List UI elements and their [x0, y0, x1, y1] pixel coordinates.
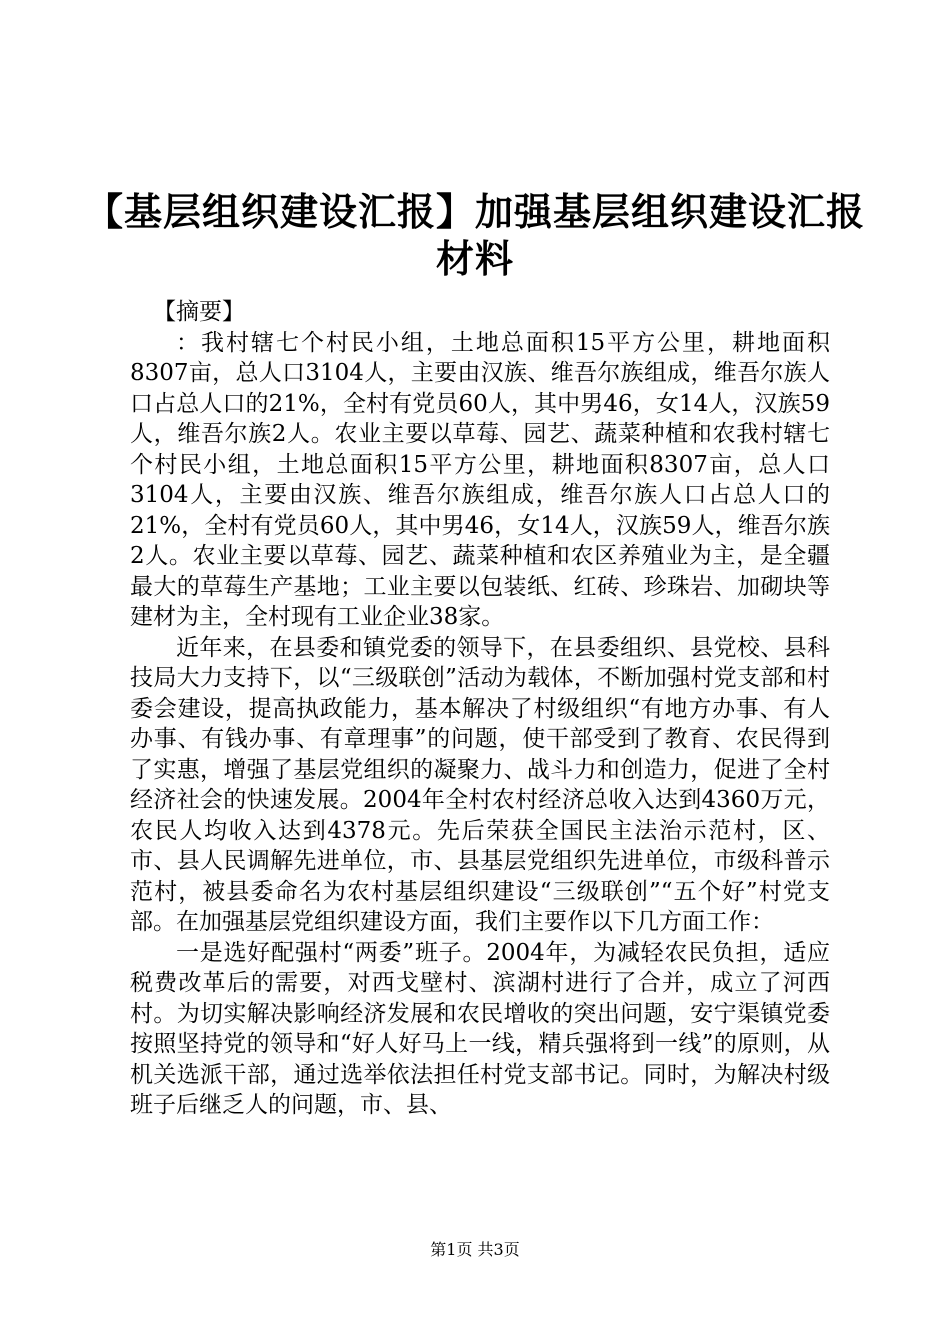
document-title-line-2: 材料 — [435, 237, 514, 281]
document-title-line-1: 【基层组织建设汇报】加强基层组织建设汇报 — [84, 190, 865, 234]
paragraph-3: 一是选好配强村“两委”班子。2004年，为减轻农民负担，适应税费改革后的需要，对西戈壁村、滨湖村进行了合并，成立了河西村。为切实解决影响经济发展和农民增收的突出问题，安宁渠镇党委按照坚持党的领导和“好人好马上一线，精兵强将到一线”的原则，从机关选派干部，通过选举依法担任村党支部书记。同时，为解决村级班子后继乏人的问题，市、县、 — [130, 939, 830, 1118]
page-footer: 第1页 共3页 — [430, 1240, 520, 1259]
abstract-label: 【摘要】 — [153, 299, 245, 325]
paragraph-2: 近年来，在县委和镇党委的领导下，在县委组织、县党校、县科技局大力支持下，以“三级联创”活动为载体，不断加强村党支部和村委会建设，提高执政能力，基本解决了村级组织“有地方办事、有人办事、有钱办事、有章理事”的问题，使干部受到了教育、农民得到了实惠，增强了基层党组织的凝聚力、战斗力和创造力，促进了全村经济社会的快速发展。2004年全村农村经济总收入达到4360万元，农民人均收入达到4378元。先后荣获全国民主法治示范村，区、市、县人民调解先进单位，市、县基层党组织先进单位，市级科普示范村，被县委命名为农村基层组织建设“三级联创”“五个好”村党支部。在加强基层党组织建设方面，我们主要作以下几方面工作： — [130, 634, 830, 935]
document-body — [130, 297, 830, 1121]
paragraph-1: ：我村辖七个村民小组，土地总面积15平方公里，耕地面积8307亩，总人口3104人，主要由汉族、维吾尔族组成，维吾尔族人口占总人口的21%，全村有党员60人，其中男46，女14人，汉族59人，维吾尔族2人。农业主要以草莓、园艺、蔬菜种植和农我村辖七个村民小组，土地总面积15平方公里，耕地面积8307亩，总人口3104人，主要由汉族、维吾尔族组成，维吾尔族人口占总人口的21%，全村有党员60人，其中男46，女14人，汉族59人，维吾尔族2人。农业主要以草莓、园艺、蔬菜种植和农区养殖业为主，是全疆最大的草莓生产基地；工业主要以包装纸、红砖、珍珠岩、加砌块等建材为主，全村现有工业企业38家。 — [130, 329, 830, 630]
